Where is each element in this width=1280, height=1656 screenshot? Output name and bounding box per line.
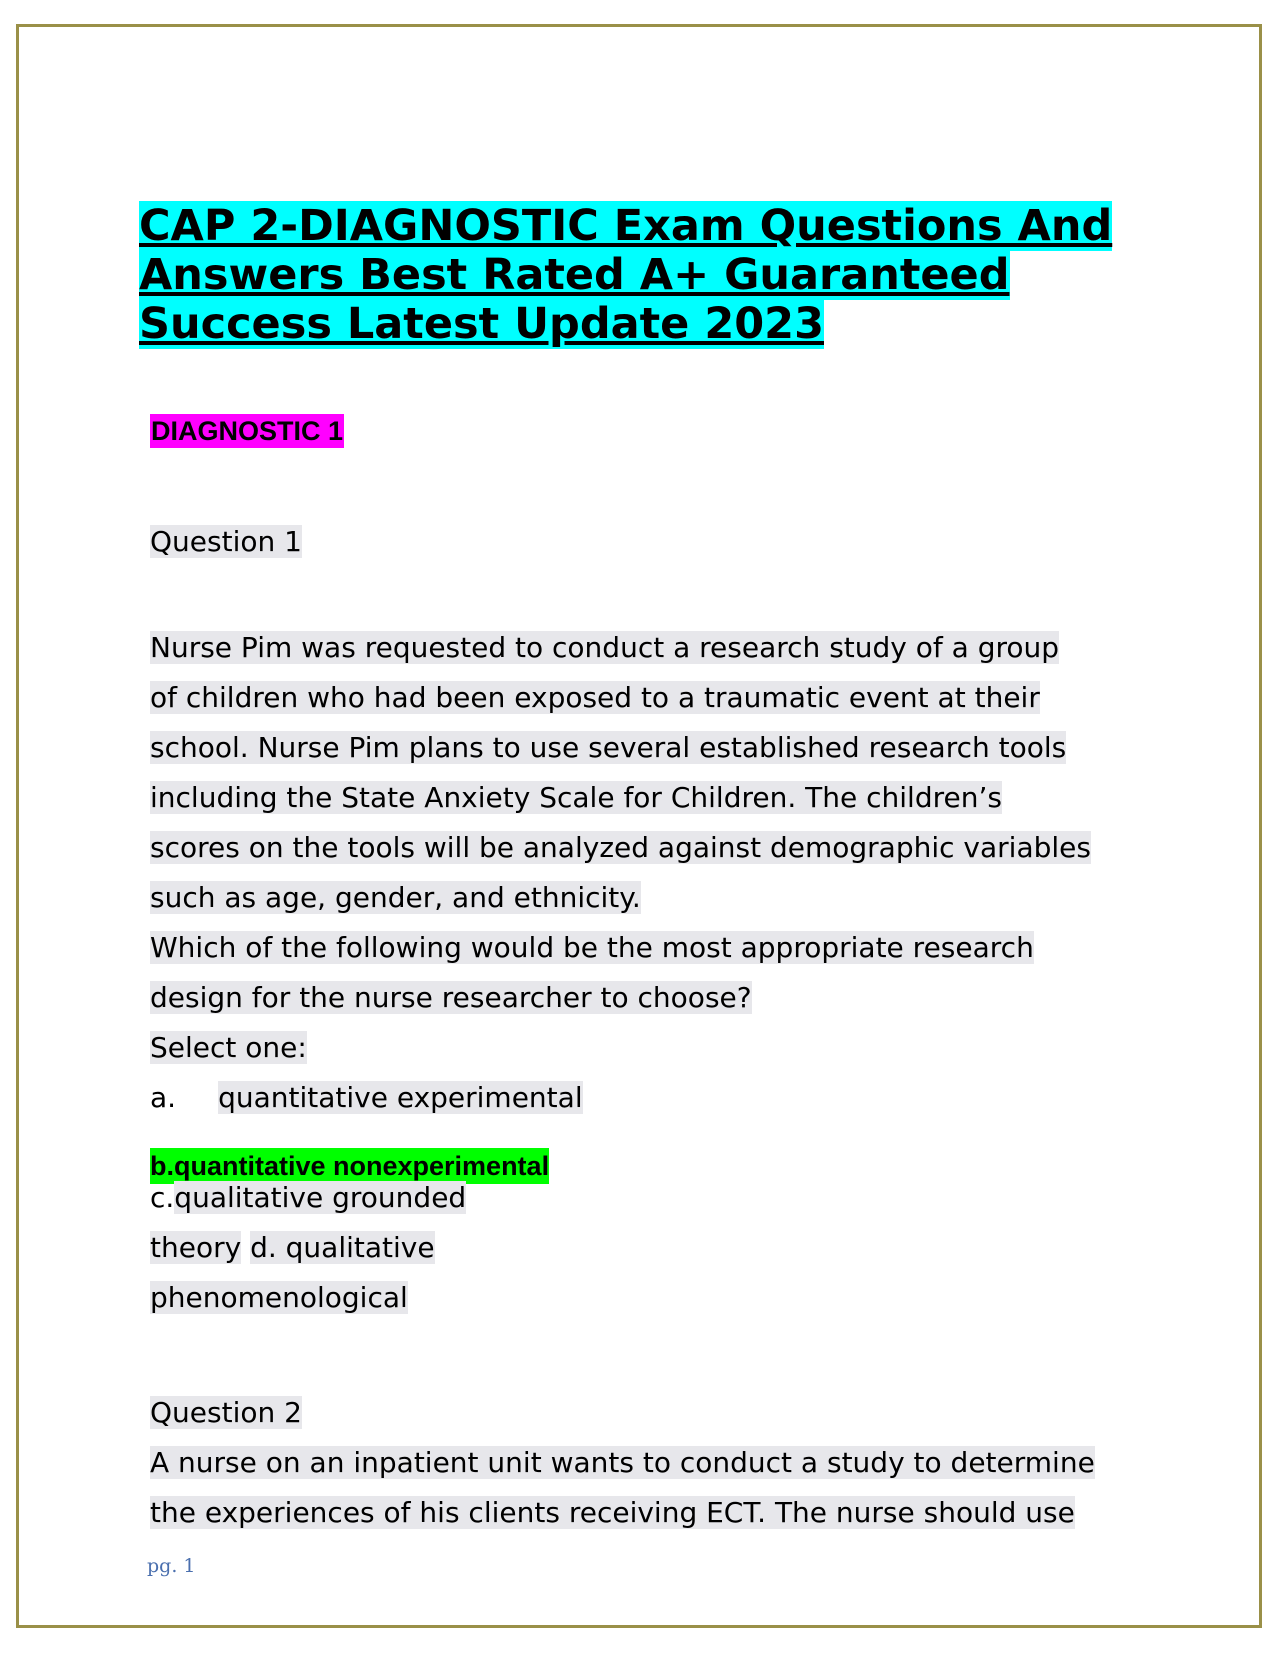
- select-one-prompt: Select one:: [150, 1031, 307, 1064]
- option-b-correct-answer: b.quantitative nonexperimental: [150, 1148, 549, 1184]
- option-a-letter: a.: [150, 1081, 177, 1114]
- question-1-stem-line: such as age, gender, and ethnicity.: [150, 881, 641, 914]
- question-1-stem-line: design for the nurse researcher to choose?: [150, 981, 752, 1014]
- option-a-text: quantitative experimental: [218, 1081, 583, 1114]
- document-title-text: CAP 2-DIAGNOSTIC Exam Questions And Answers Best Rated A+ Guaranteed Success Latest Update 2023: [139, 201, 1113, 349]
- page-number: pg. 1: [147, 1555, 196, 1577]
- question-1-stem-line: Which of the following would be the most appropriate research: [150, 931, 1034, 964]
- section-label: DIAGNOSTIC 1: [151, 416, 344, 446]
- question-2-stem-line: A nurse on an inpatient unit wants to conduct a study to determine: [150, 1446, 1095, 1479]
- question-2-label: Question 2: [150, 1396, 302, 1429]
- option-d-text: d. qualitative: [250, 1231, 435, 1264]
- option-c: [150, 1180, 466, 1216]
- option-c-text-continued: theory: [150, 1231, 242, 1264]
- question-1-stem-line: school. Nurse Pim plans to use several established research tools: [150, 731, 1067, 764]
- question-1-stem-line: of children who had been exposed to a traumatic event at their: [150, 681, 1040, 714]
- option-c-continued-and-option-d: [150, 1230, 435, 1266]
- question-2-stem-line: the experiences of his clients receiving ECT. The nurse should use: [150, 1496, 1075, 1529]
- question-1-label: Question 1: [150, 525, 302, 558]
- option-c-letter: c.: [150, 1181, 175, 1214]
- question-1-stem-line: scores on the tools will be analyzed against demographic variables: [150, 831, 1091, 864]
- document-title: [139, 202, 1139, 349]
- question-1-stem-line: Nurse Pim was requested to conduct a research study of a group: [150, 631, 1060, 664]
- option-a: [150, 1080, 583, 1116]
- option-d-continued: phenomenological: [150, 1281, 408, 1314]
- option-c-text: qualitative grounded: [174, 1181, 467, 1214]
- question-1-stem-line: including the State Anxiety Scale for Children. The children’s: [150, 781, 1002, 814]
